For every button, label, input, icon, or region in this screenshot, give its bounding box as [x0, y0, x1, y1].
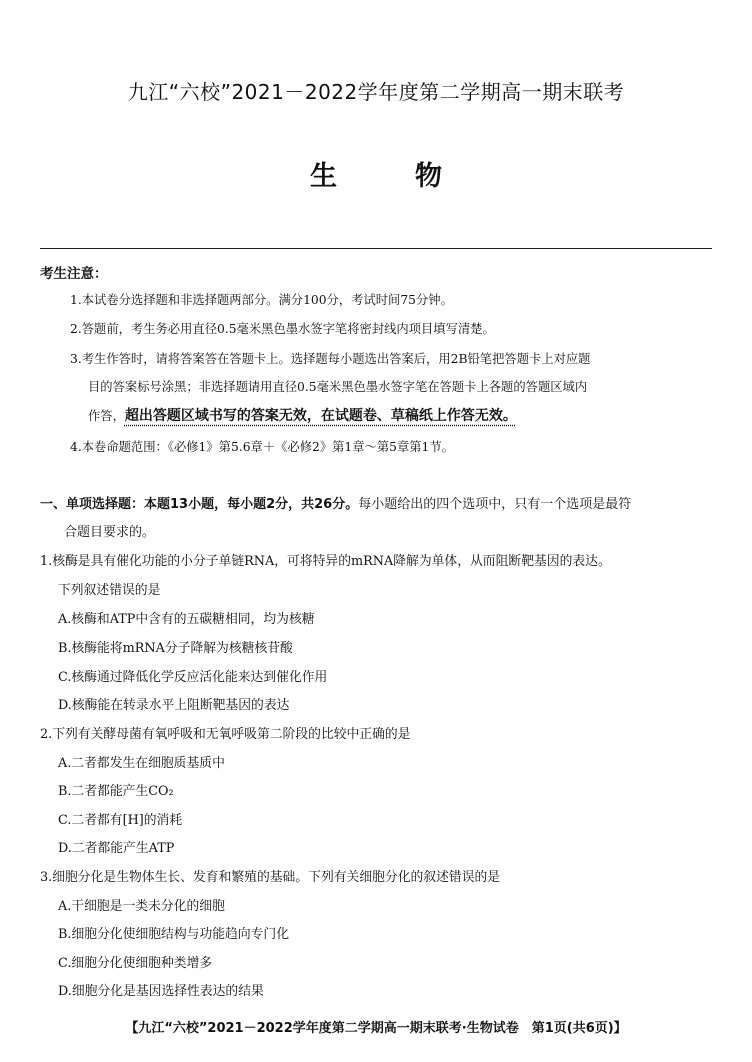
- question-3-option-d: D.细胞分化是基因选择性表达的结果: [58, 984, 264, 999]
- notice-heading: 考生注意：: [40, 266, 108, 282]
- notice-item-2: 2.答题前，考生务必用直径0.5毫米黑色墨水签字笔将密封线内项目填写清楚。: [70, 322, 495, 336]
- notice-emphasis: 超出答题区域书写的答案无效，在试题卷、草稿纸上作答无效。: [124, 408, 517, 424]
- section-1-heading-bold: 一、单项选择题：本题13小题，每小题2分，共26分。: [40, 497, 359, 512]
- question-3-stem: 3.细胞分化是生物体生长、发育和繁殖的基础。下列有关细胞分化的叙述错误的是: [40, 870, 501, 885]
- notice-item-1: 1.本试卷分选择题和非选择题两部分。满分100分，考试时间75分钟。: [70, 293, 453, 307]
- question-2-stem: 2.下列有关酵母菌有氧呼吸和无氧呼吸第二阶段的比较中正确的是: [40, 727, 411, 742]
- page-footer: 【九江“六校”2021－2022学年度第二学期高一期末联考·生物试卷 第1页(共6页)】: [125, 1021, 627, 1036]
- notice-item-3-line-2: 目的答案标号涂黑；非选择题请用直径0.5毫米黑色墨水签字笔在答题卡上各题的答题区域内: [88, 380, 588, 394]
- subject-title: 生物: [310, 161, 520, 192]
- question-1-stem-continued: 下列叙述错误的是: [58, 583, 161, 598]
- question-2-option-a: A.二者都发生在细胞质基质中: [58, 756, 225, 771]
- exam-title: 九江“六校”2021－2022学年度第二学期高一期末联考: [127, 80, 625, 104]
- section-1-heading-line-2: 合题目要求的。: [64, 525, 156, 540]
- question-3-option-b: B.细胞分化使细胞结构与功能趋向专门化: [58, 927, 290, 942]
- question-1-option-b: B.核酶能将mRNA分子降解为核糖核苷酸: [58, 641, 293, 656]
- question-1-option-a: A.核酶和ATP中含有的五碳糖相同，均为核糖: [58, 612, 315, 627]
- notice-item-4: 4.本卷命题范围：《必修1》第5.6章＋《必修2》第1章～第5章第1节。: [70, 440, 454, 454]
- section-1-heading-rest: 每小题给出的四个选项中，只有一个选项是最符: [358, 497, 632, 512]
- question-1-option-c: C.核酶通过降低化学反应活化能来达到催化作用: [58, 670, 328, 685]
- notice-item-3-line-3: [88, 405, 517, 425]
- question-1-stem: 1.核酶是具有催化功能的小分子单链RNA，可将特异的mRNA降解为单体，从而阻断靶基因的表达。: [40, 554, 611, 569]
- notice-item-3-line-1: 3.考生作答时，请将答案答在答题卡上。选择题每小题选出答案后，用2B铅笔把答题卡上对应题: [70, 352, 591, 366]
- question-2-option-d: D.二者都能产生ATP: [58, 841, 175, 856]
- question-2-option-b: B.二者都能产生CO₂: [58, 784, 174, 799]
- header-divider: [40, 248, 712, 249]
- question-1-option-d: D.核酶能在转录水平上阻断靶基因的表达: [58, 698, 290, 713]
- question-3-option-a: A.干细胞是一类未分化的细胞: [58, 899, 225, 914]
- question-3-option-c: C.细胞分化使细胞种类增多: [58, 956, 213, 971]
- question-2-option-c: C.二者都有[H]的消耗: [58, 813, 183, 828]
- notice-item-3-prefix: 作答，: [88, 409, 125, 423]
- section-1-heading: [40, 493, 631, 512]
